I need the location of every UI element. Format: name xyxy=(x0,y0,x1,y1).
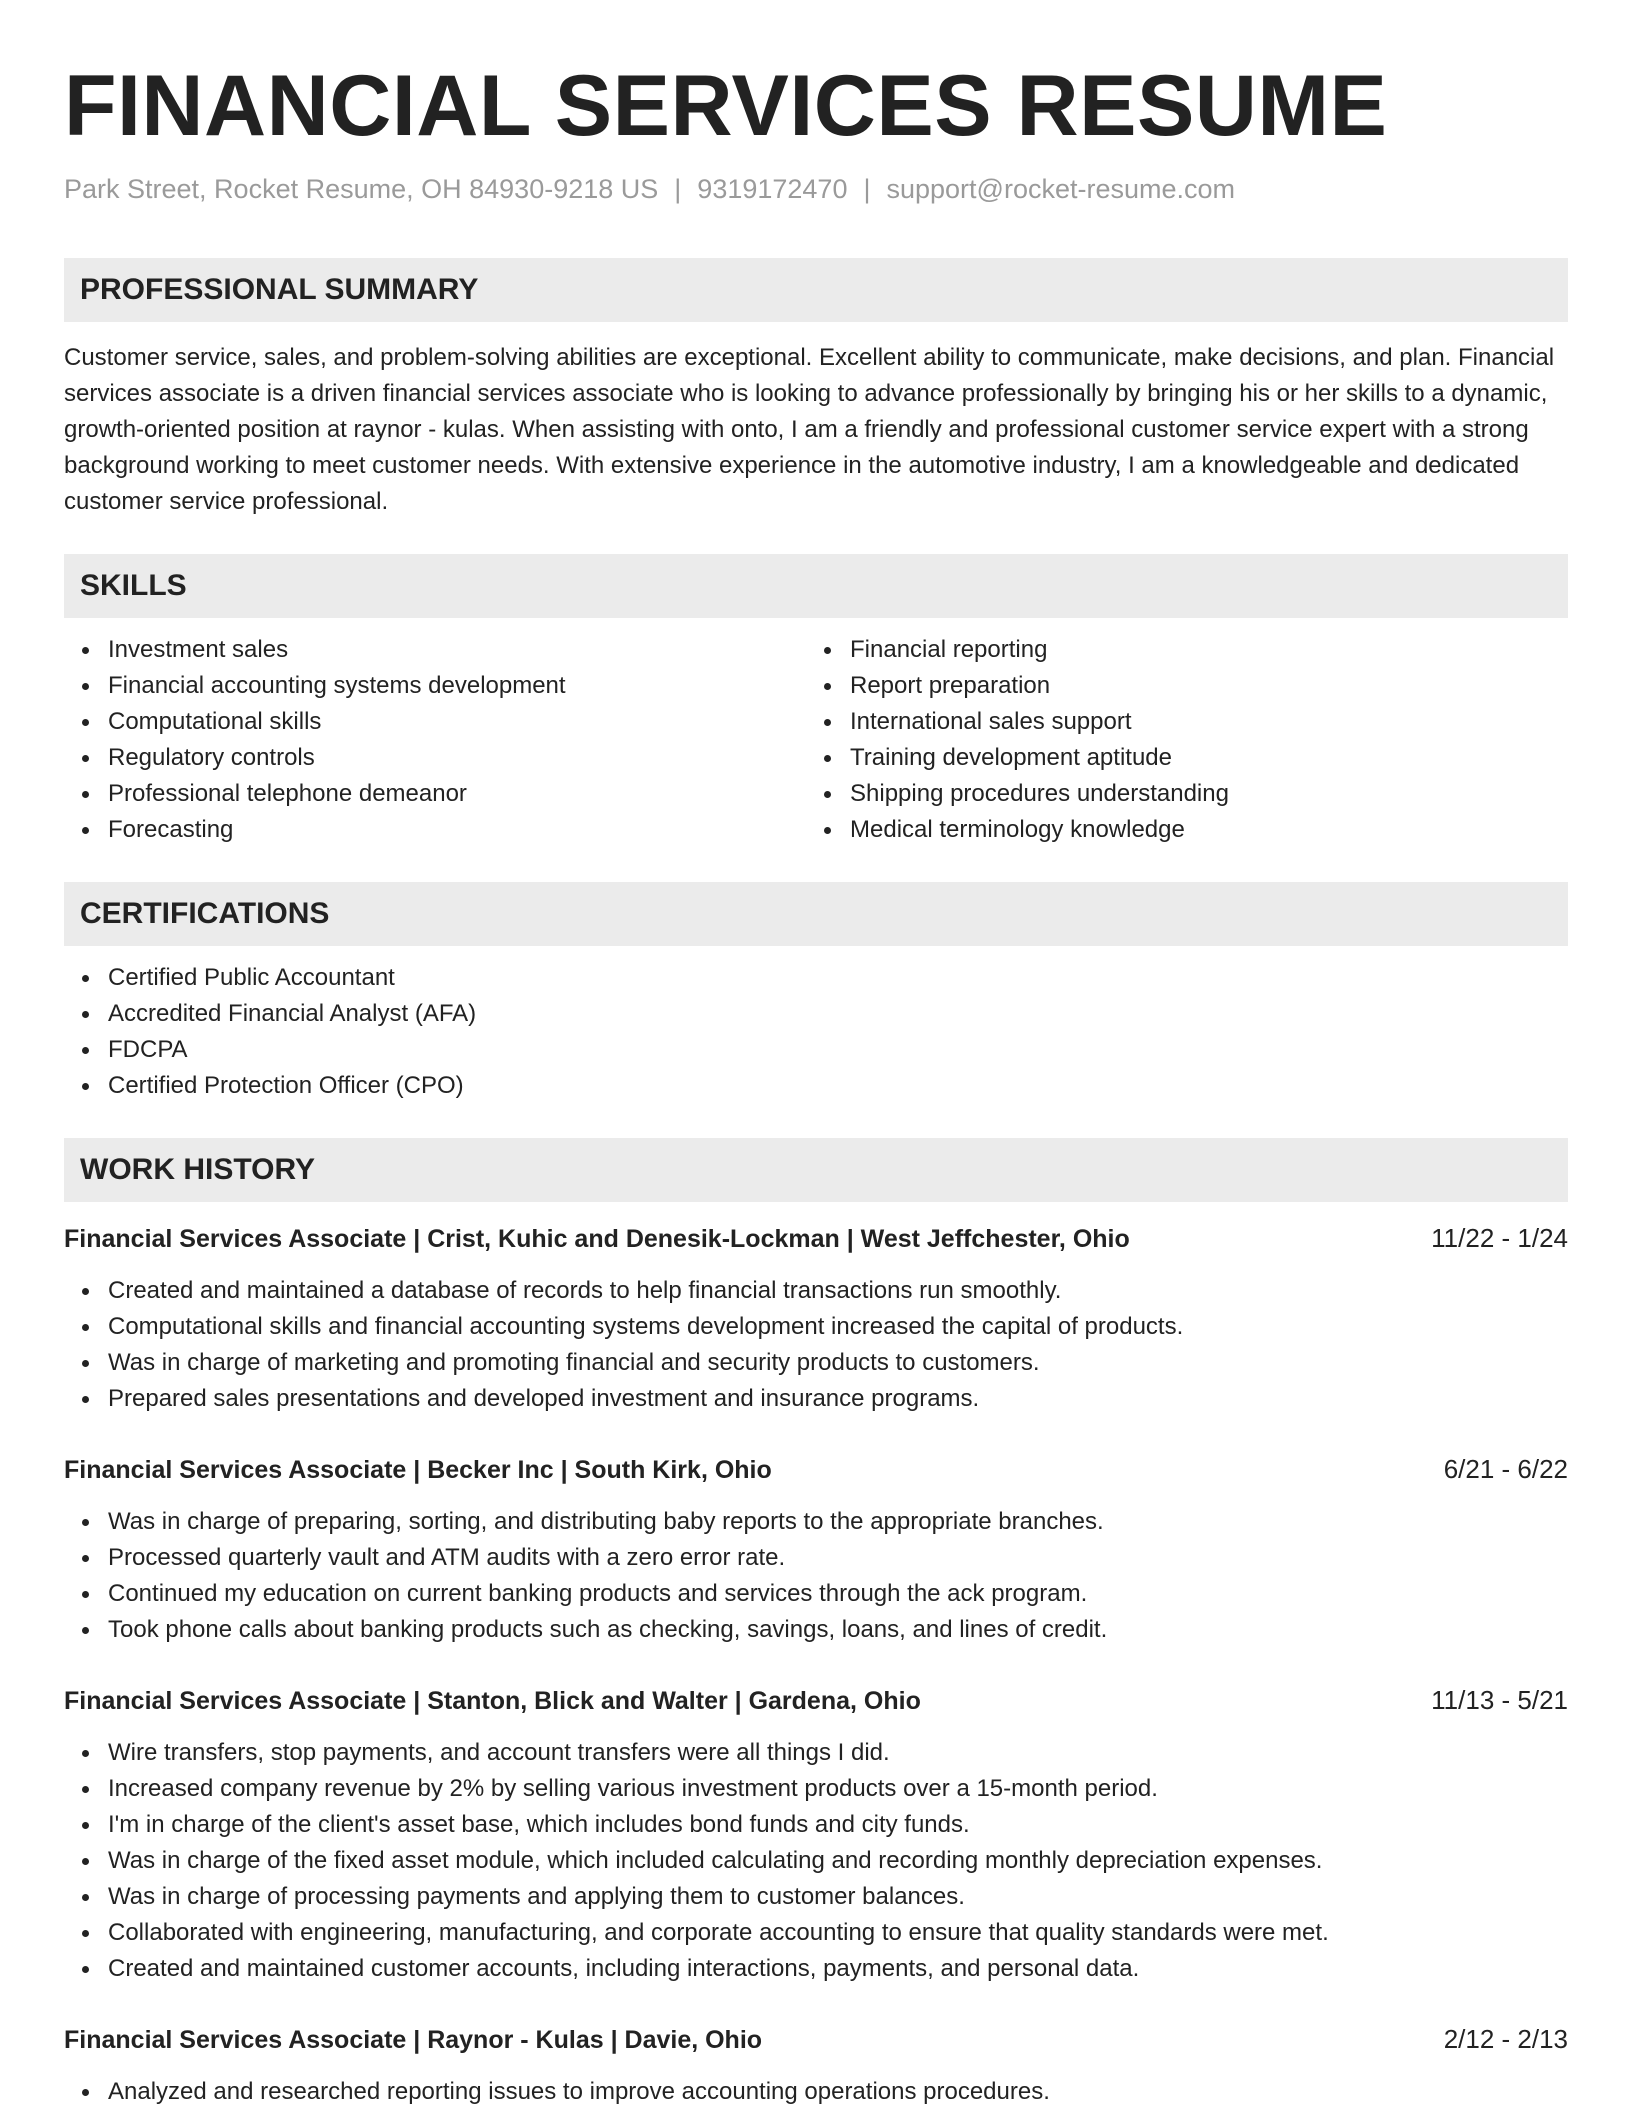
job-bullets xyxy=(64,1504,1568,1648)
certification-item: FDCPA xyxy=(108,1032,1568,1068)
contact-email: support@rocket-resume.com xyxy=(886,174,1236,204)
job-bullet: Created and maintained a database of records to help financial transactions run smoothly. xyxy=(108,1273,1568,1309)
skill-item: Regulatory controls xyxy=(108,740,806,776)
skill-item: Professional telephone demeanor xyxy=(108,776,806,812)
job-bullet: Created and maintained customer accounts, including interactions, payments, and personal data. xyxy=(108,1951,1568,1987)
skill-item: International sales support xyxy=(850,704,1548,740)
skill-item: Shipping procedures understanding xyxy=(850,776,1548,812)
job-header xyxy=(64,1682,1568,1719)
job-dates: 11/13 - 5/21 xyxy=(1431,1685,1568,1715)
skills-left-column xyxy=(64,618,806,848)
contact-separator: | xyxy=(674,174,682,204)
summary-heading: PROFESSIONAL SUMMARY xyxy=(64,258,1568,322)
job-bullet: Was in charge of the fixed asset module, which included calculating and recording monthly depreciation expenses. xyxy=(108,1843,1568,1879)
job-bullet: Was in charge of processing payments and applying them to customer balances. xyxy=(108,1879,1568,1915)
certifications-list xyxy=(64,960,1568,1104)
job-header xyxy=(64,2021,1568,2058)
job-title: Financial Services Associate | Raynor - Kulas | Davie, Ohio xyxy=(64,2026,763,2054)
job-title: Financial Services Associate | Stanton, Blick and Walter | Gardena, Ohio xyxy=(64,1687,921,1715)
work-history-section xyxy=(64,1138,1568,2110)
job-entry xyxy=(64,1220,1568,1417)
job-entry xyxy=(64,1682,1568,1987)
job-bullet: Collaborated with engineering, manufacturing, and corporate accounting to ensure that quality standards were met. xyxy=(108,1915,1568,1951)
job-bullet: Increased company revenue by 2% by selling various investment products over a 15-month period. xyxy=(108,1771,1568,1807)
job-bullet: Was in charge of preparing, sorting, and distributing baby reports to the appropriate branches. xyxy=(108,1504,1568,1540)
job-dates: 11/22 - 1/24 xyxy=(1431,1223,1568,1253)
skill-item: Financial accounting systems development xyxy=(108,668,806,704)
job-header xyxy=(64,1220,1568,1257)
job-bullets xyxy=(64,1273,1568,1417)
skills-heading: SKILLS xyxy=(64,554,1568,618)
certifications-section xyxy=(64,882,1568,1104)
work-history-heading: WORK HISTORY xyxy=(64,1138,1568,1202)
skill-item: Training development aptitude xyxy=(850,740,1548,776)
skill-item: Financial reporting xyxy=(850,632,1548,668)
job-bullet: Prepared sales presentations and developed investment and insurance programs. xyxy=(108,1381,1568,1417)
contact-line xyxy=(64,172,1568,206)
job-bullet: Was in charge of marketing and promoting financial and security products to customers. xyxy=(108,1345,1568,1381)
resume-title: FINANCIAL SERVICES RESUME xyxy=(64,58,1388,154)
job-dates: 6/21 - 6/22 xyxy=(1443,1454,1568,1484)
certification-item: Certified Public Accountant xyxy=(108,960,1568,996)
job-bullet: Computational skills and financial accounting systems development increased the capital of products. xyxy=(108,1309,1568,1345)
job-bullet: Took phone calls about banking products such as checking, savings, loans, and lines of credit. xyxy=(108,1612,1568,1648)
job-bullet: Processed quarterly vault and ATM audits with a zero error rate. xyxy=(108,1540,1568,1576)
certifications-heading: CERTIFICATIONS xyxy=(64,882,1568,946)
skill-item: Medical terminology knowledge xyxy=(850,812,1548,848)
job-bullet: I'm in charge of the client's asset base, which includes bond funds and city funds. xyxy=(108,1807,1568,1843)
job-bullets xyxy=(64,2074,1568,2110)
job-header xyxy=(64,1451,1568,1488)
job-entry xyxy=(64,2021,1568,2110)
contact-separator: | xyxy=(863,174,871,204)
contact-phone: 9319172470 xyxy=(697,174,848,204)
skill-item: Forecasting xyxy=(108,812,806,848)
job-dates: 2/12 - 2/13 xyxy=(1443,2024,1568,2054)
skills-left-list xyxy=(64,632,806,848)
job-bullet: Continued my education on current banking products and services through the ack program. xyxy=(108,1576,1568,1612)
job-bullet: Wire transfers, stop payments, and account transfers were all things I did. xyxy=(108,1735,1568,1771)
summary-text: Customer service, sales, and problem-solving abilities are exceptional. Excellent ability to communicate, make decisions, and plan. Financial services associate is a driven financial services associate who is looking to advance professionally by bringing his or her skills to a dynamic, growth-oriented position at raynor - kulas. When assisting with onto, I am a friendly and professional customer service expert with a strong background working to meet customer needs. With extensive experience in the automotive industry, I am a knowledgeable and dedicated customer service professional. xyxy=(64,344,1555,515)
skill-item: Computational skills xyxy=(108,704,806,740)
job-title: Financial Services Associate | Crist, Kuhic and Denesik-Lockman | West Jeffchester, Ohio xyxy=(64,1225,1130,1253)
certification-item: Certified Protection Officer (CPO) xyxy=(108,1068,1568,1104)
job-bullets xyxy=(64,1735,1568,1987)
skill-item: Investment sales xyxy=(108,632,806,668)
summary-section xyxy=(64,258,1568,520)
certification-item: Accredited Financial Analyst (AFA) xyxy=(108,996,1568,1032)
job-title: Financial Services Associate | Becker Inc | South Kirk, Ohio xyxy=(64,1456,772,1484)
skills-columns xyxy=(64,618,1568,848)
skill-item: Report preparation xyxy=(850,668,1548,704)
job-entry xyxy=(64,1451,1568,1648)
skills-right-column xyxy=(806,618,1548,848)
contact-address: Park Street, Rocket Resume, OH 84930-9218 US xyxy=(64,174,659,204)
skills-right-list xyxy=(806,632,1548,848)
job-bullet: Analyzed and researched reporting issues to improve accounting operations procedures. xyxy=(108,2074,1568,2110)
skills-section xyxy=(64,554,1568,848)
